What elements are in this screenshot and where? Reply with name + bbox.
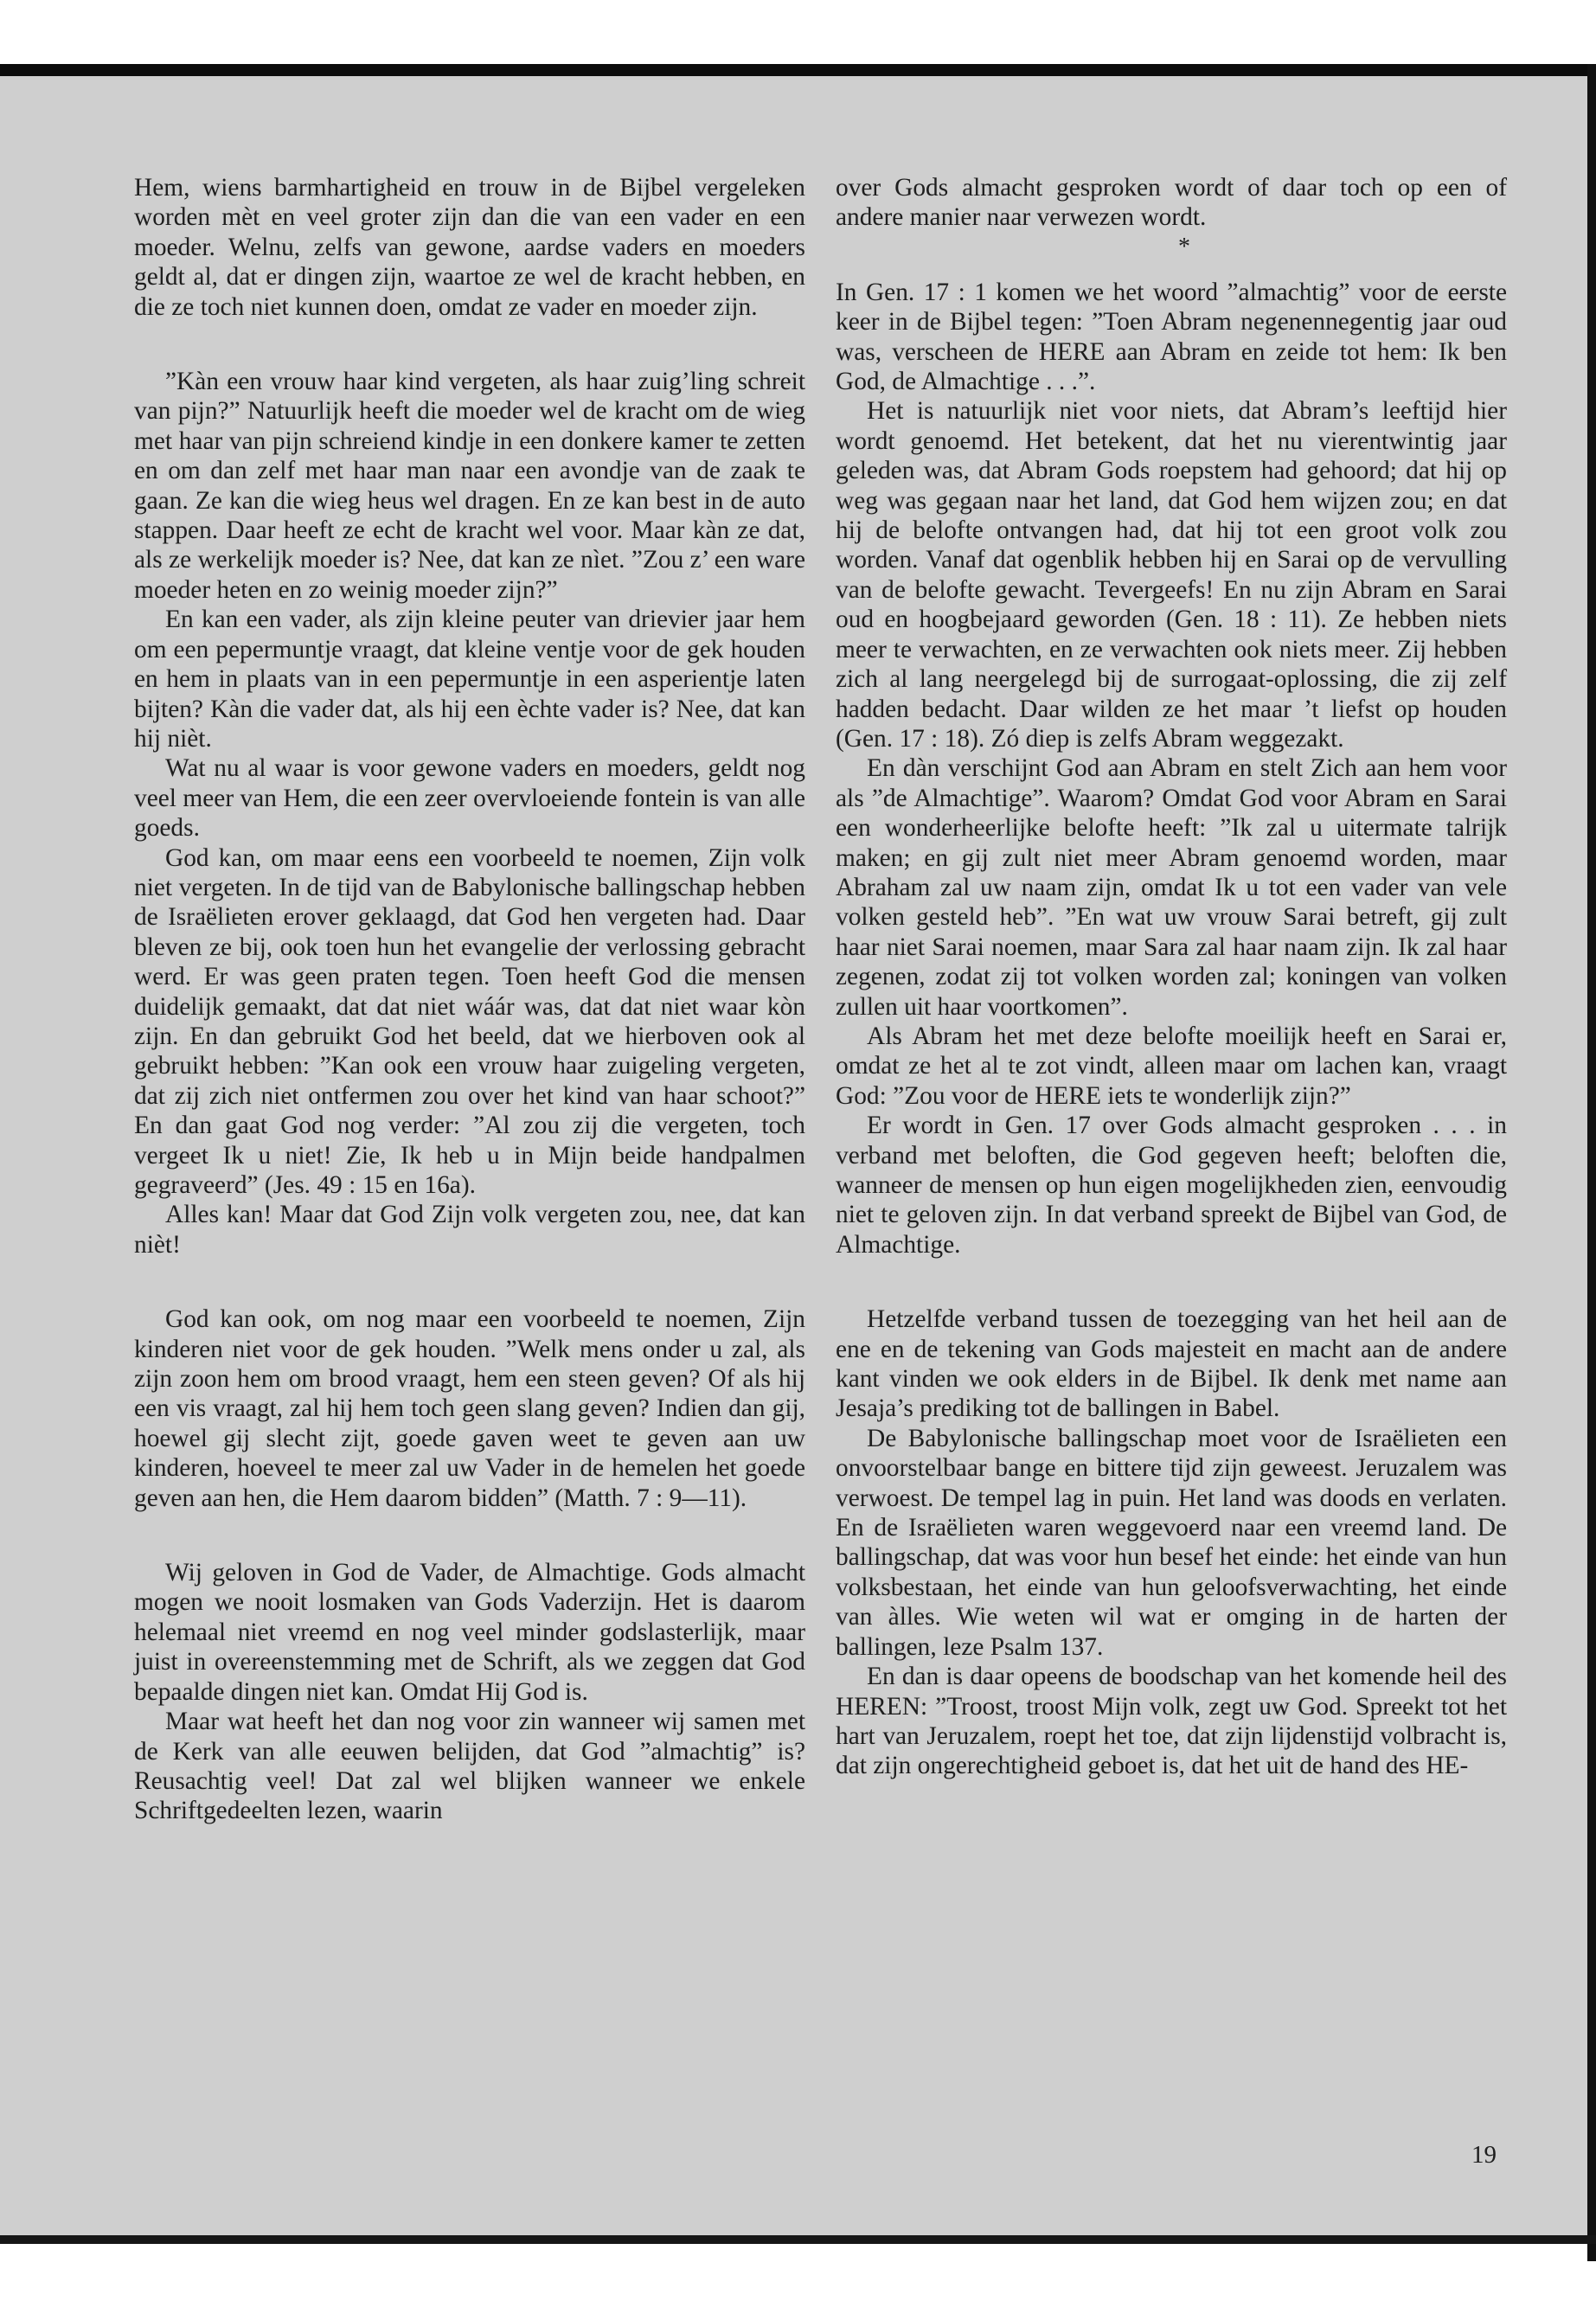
paragraph: En kan een vader, als zijn kleine peuter van drievier jaar hem om een pepermuntje vraagt, dat kleine ventje voor de gek houden en hem in plaats van in een pepermuntje in een asperientje laten bijten? Kàn die vader dat, als hij een èchte vader is? Nee, dat kan hij nièt. <box>134 606 805 753</box>
paragraph: Hetzelfde verband tussen de toezegging van het heil aan de ene en de tekening van Gods majesteit en macht aan de andere kant vinden we ook elders in de Bijbel. Ik denk met name aan Jesaja’s prediking tot de ballingen in Babel. <box>836 1305 1507 1423</box>
right-column <box>836 173 1507 1781</box>
paragraph: Alles kan! Maar dat God Zijn volk vergeten zou, nee, dat kan nièt! <box>134 1201 805 1259</box>
paragraph: In Gen. 17 : 1 komen we het woord ”almachtig” voor de eerste keer in de Bijbel tegen: ”Toen Abram negenennegentig jaar oud was, verscheen de HERE aan Abram en zeide tot hem: Ik ben God, de Almachtige . . .”. <box>836 278 1507 396</box>
scan-border-top <box>0 64 1596 76</box>
page-sheet <box>0 76 1587 2235</box>
paragraph: Maar wat heeft het dan nog voor zin wanneer wij samen met de Kerk van alle eeuwen belijden, dat God ”almachtig” is? Reusachtig veel! Dat zal wel blijken wanneer we enkele Schriftgedeelten lezen, waarin <box>134 1708 805 1825</box>
paragraph: God kan, om maar eens een voorbeeld te noemen, Zijn volk niet vergeten. In de tijd van de Babylonische ballingschap hebben de Israëlieten erover geklaagd, dat God hen vergeten had. Daar bleven ze bij, ook toen hun het evangelie der verlossing gebracht werd. Er was geen praten tegen. Toen heeft God die mensen duidelijk gemaakt, dat dat niet wáár was, dat dat niet waar kòn zijn. En dan gebruikt God het beeld, dat we hierboven ook al gebruikt hebben: ”Kan ook een vrouw haar zuigeling vergeten, dat zij zich niet ontfermen zou over het kind van haar schoot?” En dan gaat God nog verder: ”Al zou zij die vergeten, toch vergeet Ik u niet! Zie, Ik heb u in Mijn beide handpalmen gegraveerd” (Jes. 49 : 15 en 16a). <box>134 843 805 1199</box>
page-number: 19 <box>1471 2141 1497 2169</box>
section-separator-asterisk: * <box>1178 233 1190 260</box>
paragraph: Er wordt in Gen. 17 over Gods almacht gesproken . . . in verband met beloften, die God gegeven heeft; beloften die, wanneer de mensen op hun eigen mogelijkheden zien, eenvoudig niet te geloven zijn. In dat verband spreekt de Bijbel van God, de Almachtige. <box>836 1112 1507 1259</box>
paragraph: De Babylonische ballingschap moet voor de Israëlieten een onvoorstelbaar bange en bittere tijd zijn geweest. Jeruzalem was verwoest. De tempel lag in puin. Het land was doods en verlaten. En de Israëlieten waren weggevoerd naar een vreemd land. De ballingschap, dat was voor hun besef het einde: het einde van hun volksbestaan, het einde van hun geloofsverwachting, het einde van àlles. Wie weten wil wat er omging in de harten der ballingen, leze Psalm 137. <box>836 1424 1507 1661</box>
paragraph: ”Kàn een vrouw haar kind vergeten, als haar zuig’ling schreit van pijn?” Natuurlijk heeft die moeder wel de kracht om de wieg met haar van pijn schreiend kindje in een donkere kamer te zetten en om dan zelf met haar man naar een avondje van de zaak te gaan. Ze kan die wieg heus wel dragen. En ze kan best in de auto stappen. Daar heeft ze echt de kracht wel voor. Maar kàn ze dat, als ze werkelijk moeder is? Nee, dat kan ze nìet. ”Zou z’ een ware moeder heten en zo weinig moeder zijn?” <box>134 368 805 604</box>
paragraph: over Gods almacht gesproken wordt of daar toch op een of andere manier naar verwezen wordt. <box>836 174 1507 232</box>
paragraph: Hem, wiens barmhartigheid en trouw in de Bijbel vergeleken worden mèt en veel groter zijn dan die van een vader en een moeder. Welnu, zelfs van gewone, aardse vaders en moeders geldt al, dat er dingen zijn, waartoe ze wel de kracht hebben, en die ze toch niet kunnen doen, omdat ze vader en moeder zijn. <box>134 174 805 321</box>
paragraph: God kan ook, om nog maar een voorbeeld te noemen, Zijn kinderen niet voor de gek houden. ”Welk mens onder u zal, als zijn zoon hem om brood vraagt, hem een steen geven? Of als hij een vis vraagt, zal hij hem toch geen slang geven? Indien dan gij, hoewel gij slecht zijt, goede gaven weet te geven aan uw kinderen, hoeveel te meer zal uw Vader in de hemelen het goede geven aan hen, die Hem daarom bidden” (Matth. 7 : 9—11). <box>134 1305 805 1512</box>
paragraph: En dan is daar opeens de boodschap van het komende heil des HEREN: ”Troost, troost Mijn volk, zegt uw God. Spreekt tot het hart van Jeruzalem, roept het toe, dat zijn lijdenstijd volbracht is, dat zijn ongerechtigheid geboet is, dat het uit de hand des HE- <box>836 1663 1507 1780</box>
paragraph: Wij geloven in God de Vader, de Almachtige. Gods almacht mogen we nooit losmaken van Gods Vaderzijn. Het is daarom helemaal niet vreemd en nog veel minder godslasterlijk, maar juist in overeenstemming met de Schrift, als we zeggen dat God bepaalde dingen niet kan. Omdat Hij God is. <box>134 1559 805 1706</box>
paragraph: Wat nu al waar is voor gewone vaders en moeders, geldt nog veel meer van Hem, die een zeer overvloeiende fontein is van alle goeds. <box>134 754 805 843</box>
paragraph: Als Abram het met deze belofte moeilijk heeft en Sarai er, omdat ze het al te zot vindt, alleen maar om lachen kan, vraagt God: ”Zou voor de HERE iets te wonderlijk zijn?” <box>836 1022 1507 1110</box>
scan-border-right <box>1587 64 1596 2261</box>
left-column <box>134 173 805 1826</box>
paragraph: Het is natuurlijk niet voor niets, dat Abram’s leeftijd hier wordt genoemd. Het betekent, dat het nu vierentwintig jaar geleden was, dat Abram Gods roepstem had gehoord; dat hij op weg was gegaan naar het land, dat God hem wijzen zou; en dat hij de belofte ontvangen had, dat hij tot een groot volk zou worden. Vanaf dat ogenblik hebben hij en Sarai op de vervulling van de belofte gewacht. Tevergeefs! En nu zijn Abram en Sarai oud en hoogbejaard geworden (Gen. 18 : 11). Ze hebben niets meer te verwachten, en ze verwachten ook niets meer. Zij hebben zich al lang neergelegd bij de surrogaat-oplossing, die zij zelf hadden bedacht. Daar wilden ze het maar ’t liefst op houden (Gen. 17 : 18). Zó diep is zelfs Abram weggezakt. <box>836 397 1507 753</box>
scan-border-bottom <box>0 2235 1596 2244</box>
paragraph: En dàn verschijnt God aan Abram en stelt Zich aan hem voor als ”de Almachtige”. Waarom? Omdat God voor Abram en Sarai een wonderheerlijke belofte heeft: ”Ik zal u uitermate talrijk maken; en gij zult niet meer Abram genoemd worden, maar Abraham zal uw naam zijn, omdat Ik u tot een vader van vele volken gesteld heb”. ”En wat uw vrouw Sarai betreft, gij zult haar niet Sarai noemen, maar Sara zal haar naam zijn. Ik zal haar zegenen, zodat zij tot volken worden zal; koningen van volken zullen uit haar voortkomen”. <box>836 754 1507 1021</box>
